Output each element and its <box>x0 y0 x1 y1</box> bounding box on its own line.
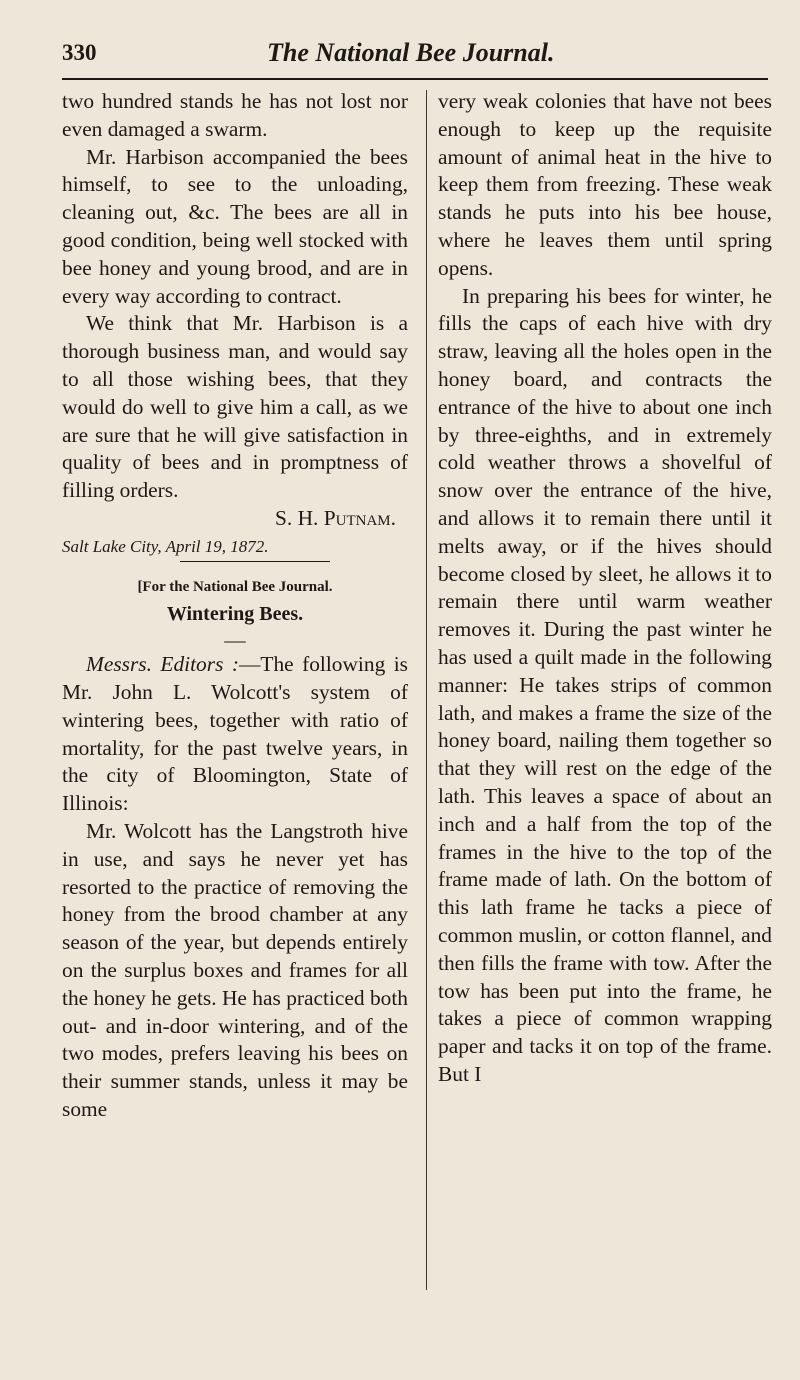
continued-paragraph: very weak colonies that have not bees enough to keep up the requisite amount of animal heat in the hive to keep them from freezing. These weak stands he puts into his bee house, where he leaves them until spring opens. <box>438 89 772 280</box>
section-divider <box>180 561 330 562</box>
column-rule <box>426 90 427 1290</box>
title-dash: — <box>224 628 246 653</box>
salutation: Messrs. Editors : <box>86 652 239 677</box>
introduction-body: —The following is Mr. John L. Wolcott's system of wintering bees, together with ratio of mortality, for the past twelve years, in the city of Bloomington, State of Illinois: <box>62 652 408 816</box>
paragraph-wolcott: Mr. Wolcott has the Langstroth hive in use, and says he never yet has resorted to the practice of removing the honey from the brood chamber at any season of the year, but depends entirely on the surplus boxes and frames for all the honey he gets. He has practiced both out- and in-door wintering, and of the two modes, prefers leaving his bees on their summer stands, unless it may be some <box>62 818 408 1121</box>
paragraph-harbison: Mr. Harbison accompanied the bees himself, to see to the unloading, cleaning out, &c. The bees are all in good condition, being well stocked with bee honey and young brood, and are in every way according to contract. <box>62 144 408 308</box>
paragraph-preparation: In preparing his bees for winter, he fills the caps of each hive with dry straw, leaving all the holes open in the honey board, and contracts the entrance of the hive to about one inch by three-eighths, and in extremely cold weather throws a shovelful of snow over the entrance of the hive, and allows it to remain there until it melts away, or if the hives should become closed by sleet, he allows it to remain there until warm weather removes it. During the past winter he has used a quilt made in the following manner: He takes strips of common lath, and makes a frame the size of the honey board, nailing them together so that they will rest on the edge of the lath. This leaves a space of about an inch and a half from the top of the frames in the hive to the top of the frame made of lath. On the bottom of this lath frame he tacks a piece of common muslin, or cotton flannel, and then fills the frame with tow. After the tow has been put into the frame, he takes a piece of common wrapping paper and tacks it on top of the frame. But I <box>438 283 772 1086</box>
dateline: Salt Lake City, April 19, 1872. <box>62 536 269 556</box>
paragraph-introduction <box>62 651 408 818</box>
continued-paragraph: two hundred stands he has not lost nor even damaged a swarm. <box>62 89 408 141</box>
signature: S. H. Putnam. <box>275 505 396 530</box>
paragraph-recommendation: We think that Mr. Harbison is a thorough business man, and would say to all those wishing bees, that they would do well to give him a call, as we are sure that he will give satisfaction in quality of bees and in promptness of filling orders. <box>62 311 408 503</box>
right-column <box>438 88 772 1089</box>
header-rule <box>62 78 768 80</box>
running-title: The National Bee Journal. <box>267 38 555 67</box>
article-title: Wintering Bees. <box>166 603 304 626</box>
page-header <box>62 38 770 78</box>
page-number: 330 <box>62 40 97 65</box>
left-column <box>62 88 408 1124</box>
source-line: [For the National Bee Journal. <box>137 578 333 595</box>
